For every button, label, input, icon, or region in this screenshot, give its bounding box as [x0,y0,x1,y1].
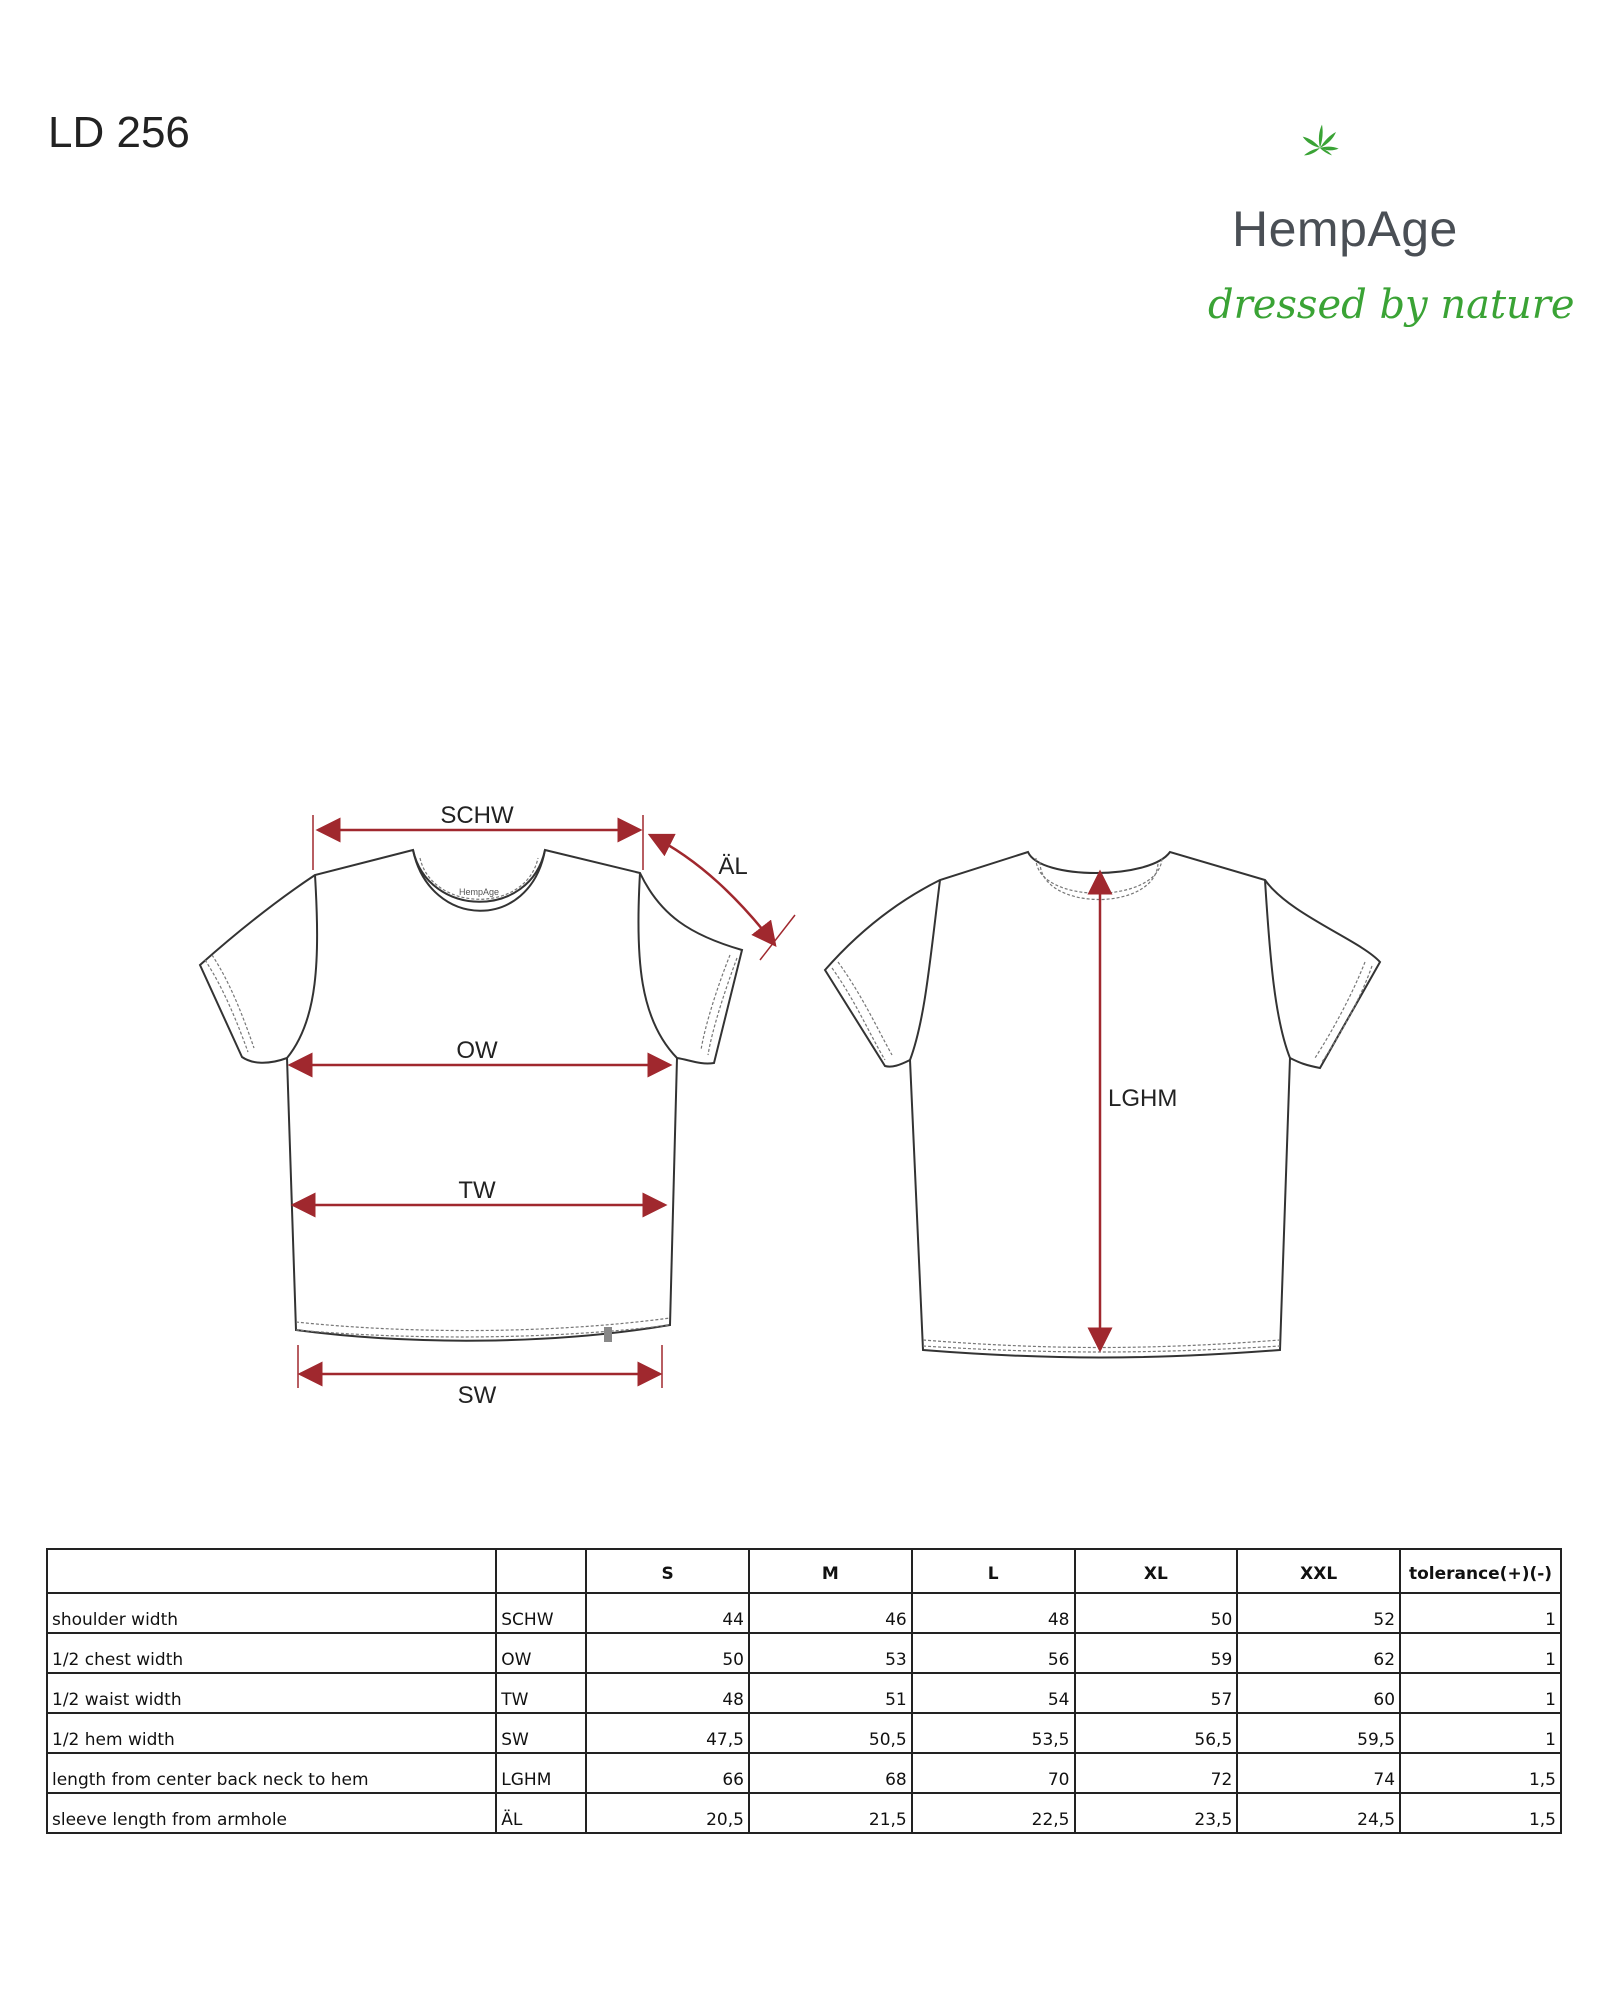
column-header [47,1549,496,1593]
measurement-code: OW [496,1633,586,1673]
size-value: 74 [1237,1753,1400,1793]
size-value: 20,5 [586,1793,749,1833]
table-header-row [47,1549,1561,1593]
measurement-name: 1/2 chest width [47,1633,496,1673]
table-row [47,1793,1561,1833]
measurement-name: shoulder width [47,1593,496,1633]
size-value: 44 [586,1593,749,1633]
size-value: 72 [1075,1753,1238,1793]
measurement-code: SW [496,1713,586,1753]
column-header: tolerance(+)(-) [1400,1549,1561,1593]
table-row [47,1753,1561,1793]
tolerance-value: 1 [1400,1673,1561,1713]
measurement-name: sleeve length from armhole [47,1793,496,1833]
table-row [47,1593,1561,1633]
table-row [47,1633,1561,1673]
brand-name: HempAge [1232,201,1458,257]
measurement-code: TW [496,1673,586,1713]
size-value: 59,5 [1237,1713,1400,1753]
tw-label: TW [458,1177,496,1204]
size-value: 50 [586,1633,749,1673]
column-header: S [586,1549,749,1593]
size-value: 57 [1075,1673,1238,1713]
tolerance-value: 1 [1400,1713,1561,1753]
size-value: 66 [586,1753,749,1793]
size-value: 47,5 [586,1713,749,1753]
tolerance-value: 1,5 [1400,1753,1561,1793]
size-value: 50,5 [749,1713,912,1753]
size-value: 50 [1075,1593,1238,1633]
hem-tag-icon [604,1327,612,1342]
size-value: 21,5 [749,1793,912,1833]
size-value: 60 [1237,1673,1400,1713]
column-header: L [912,1549,1075,1593]
neck-label-text: HempAge [458,887,500,897]
tolerance-value: 1 [1400,1633,1561,1673]
size-value: 53 [749,1633,912,1673]
brand-tagline: dressed by nature [1208,282,1575,328]
model-number: LD 256 [48,108,190,157]
lghm-label: LGHM [1108,1085,1178,1112]
size-value: 52 [1237,1593,1400,1633]
measurement-code: ÄL [496,1793,586,1833]
tolerance-value: 1,5 [1400,1793,1561,1833]
size-value: 51 [749,1673,912,1713]
tolerance-value: 1 [1400,1593,1561,1633]
front-tshirt-outline [200,850,742,1341]
ow-label: OW [456,1037,498,1064]
column-header [496,1549,586,1593]
size-value: 70 [912,1753,1075,1793]
table-row [47,1673,1561,1713]
size-value: 62 [1237,1633,1400,1673]
measurement-code: LGHM [496,1753,586,1793]
measurement-name: 1/2 hem width [47,1713,496,1753]
size-value: 48 [912,1593,1075,1633]
size-value: 56,5 [1075,1713,1238,1753]
column-header: XXL [1237,1549,1400,1593]
size-value: 68 [749,1753,912,1793]
size-value: 46 [749,1593,912,1633]
measurement-code: SCHW [496,1593,586,1633]
measurement-name: 1/2 waist width [47,1673,496,1713]
size-value: 54 [912,1673,1075,1713]
size-value: 53,5 [912,1713,1075,1753]
table-row [47,1713,1561,1753]
size-table [46,1548,1562,1834]
sw-label: SW [457,1382,497,1409]
al-label: ÄL [718,853,748,880]
size-value: 56 [912,1633,1075,1673]
size-value: 22,5 [912,1793,1075,1833]
al-arrow [650,835,775,945]
size-value: 48 [586,1673,749,1713]
column-header: XL [1075,1549,1238,1593]
measurement-name: length from center back neck to hem [47,1753,496,1793]
column-header: M [749,1549,912,1593]
size-value: 59 [1075,1633,1238,1673]
back-tshirt-outline [825,852,1380,1358]
size-value: 23,5 [1075,1793,1238,1833]
size-value: 24,5 [1237,1793,1400,1833]
schw-label: SCHW [440,802,514,829]
